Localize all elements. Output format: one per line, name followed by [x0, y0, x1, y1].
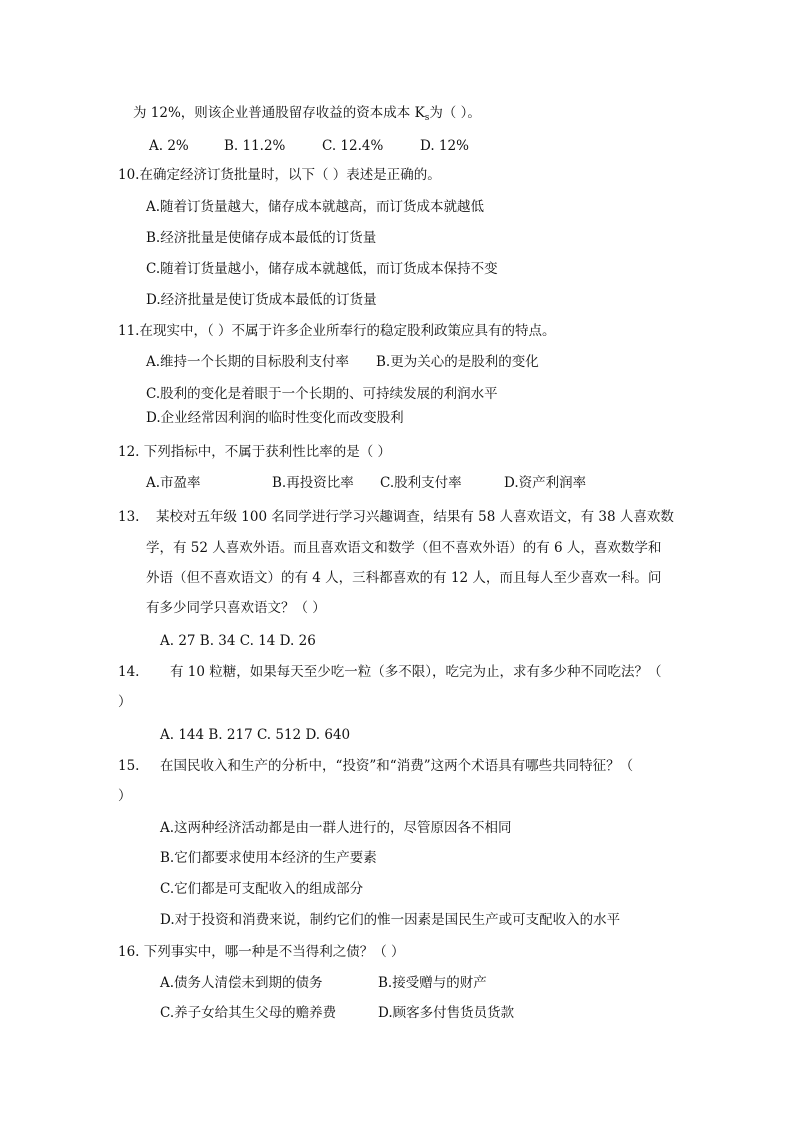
q10-option-c: C.随着订货量越小，储存成本就越低，而订货成本保持不变 — [146, 261, 498, 277]
q15-option-c: C.它们都是可支配收入的组成部分 — [160, 881, 364, 897]
q10-option-b: B.经济批量是使储存成本最低的订货量 — [146, 230, 377, 246]
q12-option-c: C.股利支付率 — [380, 475, 462, 491]
q13-line-1: 某校对五年级 100 名同学进行学习兴趣调查，结果有 58 人喜欢语文，有 38 人喜欢数 — [156, 509, 674, 525]
q11-option-a: A.维持一个长期的目标股利支付率 — [146, 354, 350, 370]
q10-option-a: A.随着订货量越大，储存成本就越高，而订货成本就越低 — [146, 199, 485, 215]
q11-option-d: D.企业经常因利润的临时性变化而改变股利 — [146, 410, 404, 426]
q9-stem-subscript: s — [424, 113, 430, 123]
q14-line-2: ） — [118, 694, 132, 710]
q12-option-a: A.市盈率 — [146, 475, 201, 491]
q13-line-4: 有多少同学只喜欢语文？（ ） — [146, 600, 326, 616]
q12-option-d: D.资产利润率 — [504, 475, 587, 491]
q13-number: 13. — [118, 509, 140, 525]
q15-option-b: B.它们都要求使用本经济的生产要素 — [160, 850, 377, 866]
q15-number: 15. — [118, 758, 140, 774]
q9-option-d: D. 12% — [420, 138, 469, 154]
q15-line-2: ） — [118, 788, 132, 804]
q9-stem — [133, 104, 481, 127]
q16-stem: 16. 下列事实中，哪一种是不当得利之债？（ ） — [118, 944, 405, 960]
q12-stem: 12. 下列指标中，不属于获利性比率的是（ ） — [118, 444, 392, 460]
q13-options: A. 27 B. 34 C. 14 D. 26 — [160, 633, 316, 649]
q16-option-a: A.债务人清偿未到期的债务 — [160, 975, 323, 991]
q16-option-d: D.顾客多付售货员货款 — [378, 1005, 515, 1021]
q9-option-c: C. 12.4% — [322, 138, 384, 154]
q14-options: A. 144 B. 217 C. 512 D. 640 — [160, 727, 351, 743]
q10-option-d: D.经济批量是使订货成本最低的订货量 — [146, 292, 377, 308]
q15-line-1: 在国民收入和生产的分析中，“投资”和“消费”这两个术语具有哪些共同特征？（ — [160, 758, 634, 774]
q11-option-b: B.更为关心的是股利的变化 — [376, 354, 539, 370]
q16-option-b: B.接受赠与的财产 — [378, 975, 487, 991]
q9-option-b: B. 11.2% — [224, 138, 286, 154]
q11-option-c: C.股利的变化是着眼于一个长期的、可持续发展的利润水平 — [146, 386, 498, 402]
q10-stem: 10.在确定经济订货批量时，以下（ ）表述是正确的。 — [118, 167, 441, 183]
q9-stem-a: 为 12%，则该企业普通股留存收益的资本成本 K — [133, 105, 425, 121]
q11-stem: 11.在现实中，（ ）不属于许多企业所奉行的稳定股利政策应具有的特点。 — [118, 323, 556, 339]
q13-line-3: 外语（但不喜欢语文）的有 4 人，三科都喜欢的有 12 人，而且每人至少喜欢一科。问 — [146, 570, 662, 586]
q12-option-b: B.再投资比率 — [272, 475, 354, 491]
q14-line-1: 有 10 粒糖，如果每天至少吃一粒（多不限），吃完为止，求有多少种不同吃法？（ — [170, 664, 662, 680]
q16-option-c: C.养子女给其生父母的赡养费 — [160, 1005, 337, 1021]
q9-stem-b: 为（ ）。 — [429, 105, 481, 121]
q15-option-a: A.这两种经济活动都是由一群人进行的，尽管原因各不相同 — [160, 820, 512, 836]
q14-number: 14. — [118, 664, 140, 680]
q15-option-d: D.对于投资和消费来说，制约它们的惟一因素是国民生产或可支配收入的水平 — [160, 912, 621, 928]
q9-option-a: A. 2% — [149, 138, 189, 154]
q13-line-2: 学，有 52 人喜欢外语。而且喜欢语文和数学（但不喜欢外语）的有 6 人，喜欢数学和 — [146, 540, 662, 556]
